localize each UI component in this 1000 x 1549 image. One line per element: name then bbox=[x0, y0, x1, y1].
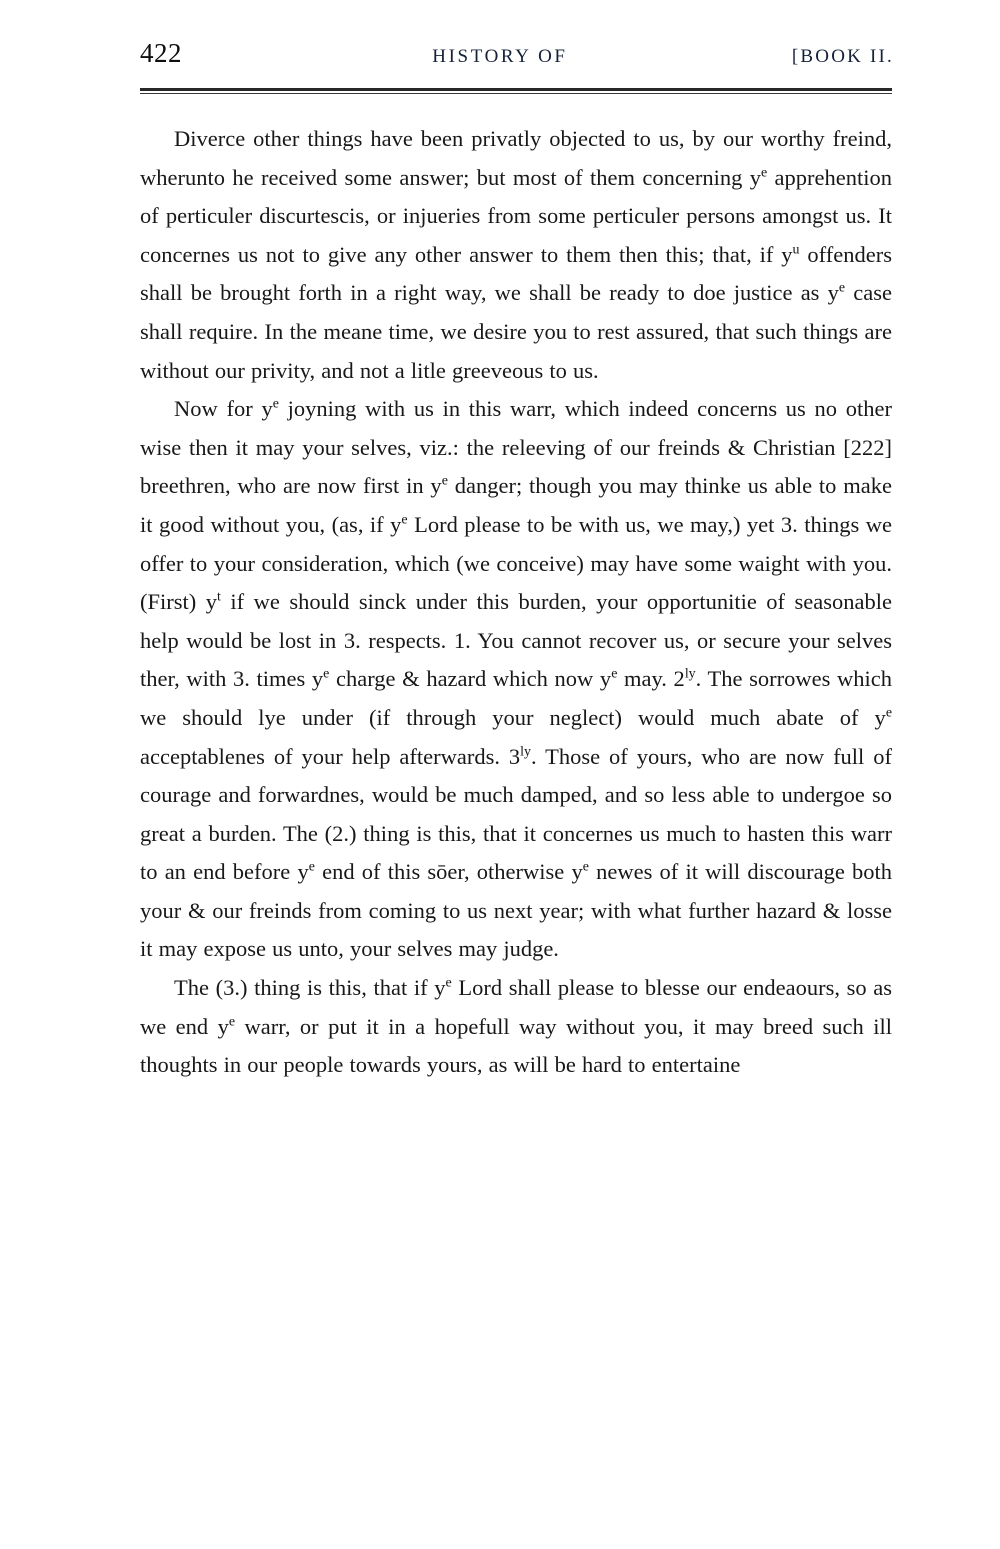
running-head bbox=[140, 38, 896, 69]
header-rule bbox=[140, 88, 892, 91]
running-title: HISTORY OF bbox=[432, 46, 568, 67]
paragraph: The (3.) thing is this, that if $y^e$ Lord shall please to blesse our endeaours, so as we end $y^e$ warr, or put it in a hopefull way without you, it may breed such ill thoughts in our people towards yours, as will be hard to entertaine bbox=[140, 975, 893, 1078]
page-number: 422 bbox=[140, 38, 182, 68]
header-rule-thin bbox=[140, 93, 892, 94]
paragraph: Now for $y^e$ joyning with us in this warr, which indeed concerns us no other wise then it may your selves, viz.: the releeving of our freinds & Christian [222] breethren, who are now first in $y^e$ danger; though you may thinke us able to make it good without you, (as, if $y^e$ Lord please to be with us, we may,) yet 3. things we offer to your consideration, which (we conceive) may have some waight with you. (First) $y^t$ if we should sinck under this burden, your opportunitie of seasonable help would be lost in 3. respects. 1. You cannot recover us, or secure your selves ther, with 3. times $y^e$ charge & hazard which now $y^e$ may. $2^{ly}$. The sorrowes which we should lye under (if through your neglect) would much abate of $y^e$ acceptablenes of your help afterwards. $3^{ly}$. Those of yours, who are now full of courage and forwardnes, would be much damped, and so less able to undergoe so great a burden. The (2.) thing is this, that it concernes us much to hasten this warr to an end before $y^e$ end of this sōer, otherwise $y^e$ newes of it will discourage both your & our freinds from coming to us next year; with what further hazard & losse it may expose us unto, your selves may judge. bbox=[140, 396, 893, 962]
page-body bbox=[140, 120, 892, 1085]
paragraph: Diverce other things have been privatly objected to us, by our worthy freind, wherunto he received some answer; but most of them concerning $y^e$ apprehention of perticuler discurtescis, or injueries from some perticuler persons amongst us. It concernes us not to give any other answer to them then this; that, if $y^u$ offenders shall be brought forth in a right way, we shall be ready to doe justice as $y^e$ case shall require. In the meane time, we desire you to rest assured, that such things are without our privity, and not a litle greeveous to us. bbox=[140, 126, 892, 383]
book-marker: [BOOK II. bbox=[791, 46, 894, 67]
